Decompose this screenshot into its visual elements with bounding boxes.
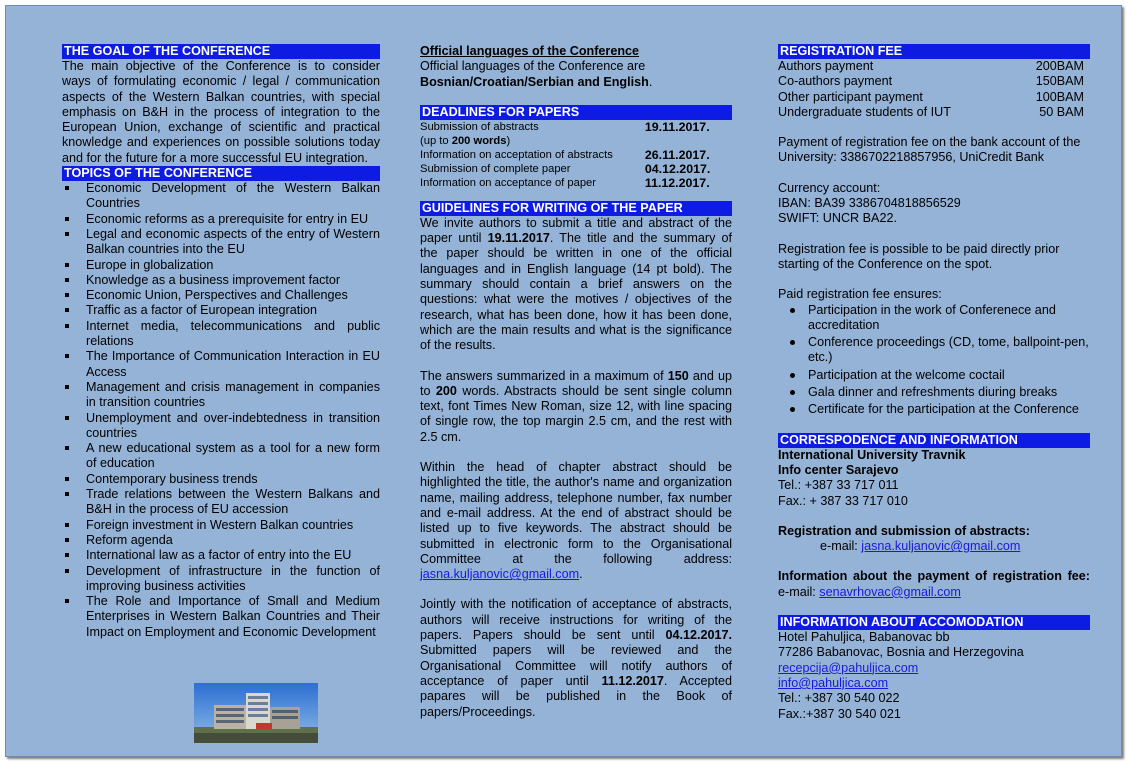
text-span: . The title and the summary of the paper should be written in one of the official languages and in English language (14 pt bold). The summary should contain a brief answers on the questions: what were the motives / objectives of the research, what has been done, how it has been done, which are the main results and what is the significance of the results. xyxy=(420,231,732,353)
deadline-label xyxy=(420,134,639,148)
fee-value: 50 BAM xyxy=(1039,104,1084,119)
hotel-address: 77286 Babanovac, Bosnia and Herzegovina xyxy=(778,645,1024,660)
email-prefix: e-mail: xyxy=(820,539,862,554)
topic-item: A new educational system as a tool for a new form of education xyxy=(62,441,380,472)
date-bold: 04.12.2017. xyxy=(665,628,732,643)
topic-item: Trade relations between the Western Balkans and B&H in the process of EU accession xyxy=(62,487,380,518)
correspondence-fax: Fax.: + 387 33 717 010 xyxy=(778,493,908,508)
fee-table xyxy=(778,59,1084,120)
deadline-label-bold: 200 words xyxy=(451,134,507,147)
email-prefix: e-mail: xyxy=(778,584,820,599)
languages-period: . xyxy=(648,74,653,89)
languages-line1: Official languages of the Conference are xyxy=(420,59,646,74)
text-span: Within the head of chapter abstract should be highlighted the title, the author's name and organization name, mailing address, telephone number, fax number and e-mail address. At the end of abstract should be listed up to five keywords. The abstract should be submitted in electronic form to the Organisational Committee at the following address: xyxy=(420,460,732,566)
column-left xyxy=(62,44,380,640)
deadline-label: Submission of complete paper xyxy=(420,162,571,175)
university-name xyxy=(778,448,1090,463)
abstract-email-link[interactable]: jasna.kuljanovic@gmail.com xyxy=(420,567,580,582)
text-span: We invite authors to submit a title and abstract of the paper until xyxy=(420,215,732,246)
topic-item: The Importance of Communication Interaction in EU Access xyxy=(62,349,380,380)
topic-item: Reform agenda xyxy=(62,533,380,548)
registration-title-text: Registration and submission of abstracts: xyxy=(778,523,1030,538)
fee-row xyxy=(778,90,1084,105)
university-name-text: International University Travnik xyxy=(778,447,966,462)
swift-text: SWIFT: UNCR BA22. xyxy=(778,211,897,226)
text-span: . xyxy=(579,567,583,582)
currency-account-title: Currency account: xyxy=(778,180,881,195)
text-span: The answers summarized in a maximum of xyxy=(420,368,668,383)
date-bold: 19.11.2017 xyxy=(487,231,550,246)
text-span: Jointly with the notification of acceptance of abstracts, authors will receive instructions for writing of the papers. Papers should be sent until xyxy=(420,597,732,643)
info-center xyxy=(778,463,1090,478)
fee-value: 100BAM xyxy=(1035,89,1084,104)
goal-heading: THE GOAL OF THE CONFERENCE xyxy=(62,44,380,59)
payment-email-link[interactable]: senavrhovac@gmail.com xyxy=(819,584,961,599)
fee-heading: REGISTRATION FEE xyxy=(778,44,1090,59)
guidelines-paragraph-4 xyxy=(420,597,732,719)
deadline-label: Submission of abstracts xyxy=(420,120,539,133)
correspondence-tel: Tel.: +387 33 717 011 xyxy=(778,478,899,493)
languages-title: Official languages of the Conference xyxy=(420,44,640,58)
payment-info-title: Information about the payment of registration fee: xyxy=(778,569,1090,584)
deadlines-heading: DEADLINES FOR PAPERS xyxy=(420,105,732,120)
deadline-row xyxy=(420,134,720,148)
deadline-row xyxy=(420,162,720,176)
deadline-date xyxy=(639,134,720,148)
onsite-payment-text: Registration fee is possible to be paid directly prior starting of the Conference on the spot. xyxy=(778,241,1060,271)
topic-item: Economic Development of the Western Balkan Countries xyxy=(62,181,380,212)
bank-account-text: Payment of registration fee on the bank account of the University: 3386702218857956, UniCredit Bank xyxy=(778,135,1081,165)
university-building-photo xyxy=(194,683,318,743)
deadline-date: 19.11.2017. xyxy=(644,119,710,134)
ensures-item: Certificate for the participation at the Conference xyxy=(778,402,1090,417)
brochure-page xyxy=(5,5,1122,757)
hotel-email-link-info[interactable]: info@pahuljica.com xyxy=(778,675,889,690)
hotel-fax: Fax.:+387 30 540 021 xyxy=(778,706,901,721)
text-span: . Accepted papares will be published in the Book of papers/Proceedings. xyxy=(420,673,732,719)
payment-info xyxy=(778,569,1090,600)
ensures-item: Participation in the work of Conferenece and accreditation xyxy=(778,303,1090,334)
number-bold: 200 xyxy=(435,383,457,398)
hotel-email-link-reception[interactable]: recepcija@pahuljica.com xyxy=(778,660,919,675)
topic-item: Europe in globalization xyxy=(62,258,380,273)
topic-item: The Role and Importance of Small and Medium Enterprises in Western Balkan Countries and Their Impact on Employment and Economic Development xyxy=(62,594,380,640)
registration-title xyxy=(778,524,1090,539)
topics-list xyxy=(62,181,380,640)
topic-item: Development of infrastructure in the function of improving business activities xyxy=(62,564,380,595)
topic-item: Foreign investment in Western Balkan countries xyxy=(62,518,380,533)
ensures-list xyxy=(778,303,1090,418)
fee-row xyxy=(778,59,1084,74)
registration-email-link[interactable]: jasna.kuljanovic@gmail.com xyxy=(861,539,1021,554)
fee-row xyxy=(778,74,1084,89)
fee-label: Co-authors payment xyxy=(778,74,893,89)
deadline-date: 04.12.2017. xyxy=(644,161,711,176)
column-right xyxy=(778,44,1090,722)
accommodation-heading: INFORMATION ABOUT ACCOMODATION xyxy=(778,615,1090,630)
topic-item: Knowledge as a business improvement factor xyxy=(62,273,380,288)
fee-value: 150BAM xyxy=(1035,74,1084,89)
topic-item: International law as a factor of entry into the EU xyxy=(62,548,380,563)
topic-item: Economic reforms as a prerequisite for entry in EU xyxy=(62,212,380,227)
fee-label: Other participant payment xyxy=(778,89,923,104)
number-bold: 150 xyxy=(667,368,689,383)
hotel-email-1-line xyxy=(778,661,1090,676)
text-span: words. Abstracts should be sent single column text, font Times New Roman, size 12, with line spacing of single row, the top margin 2.5 cm, and the rest with 2.5 cm. xyxy=(420,383,732,444)
topic-item: Traffic as a factor of European integration xyxy=(62,303,380,318)
topics-heading: TOPICS OF THE CONFERENCE xyxy=(62,166,380,181)
ensures-item: Conference proceedings (CD, tome, ballpoint-pen, etc.) xyxy=(778,335,1090,366)
fee-value: 200BAM xyxy=(1035,59,1084,73)
registration-email-line xyxy=(778,539,1090,554)
topic-item: Internet media, telecommunications and public relations xyxy=(62,319,380,350)
topic-item: Unemployment and over-indebtedness in transition countries xyxy=(62,411,380,442)
text-span: Submitted papers will be reviewed and the Organisational Committee will notify authors of acceptance of paper until xyxy=(420,643,732,688)
deadline-label-pre: (up to xyxy=(420,134,452,147)
guidelines-paragraph-1 xyxy=(420,216,732,354)
deadline-row xyxy=(420,120,720,134)
deadline-label: Information on acceptance of paper xyxy=(420,176,597,189)
ensures-title: Paid registration fee ensures: xyxy=(778,287,942,302)
hotel-name: Hotel Pahuljica, Babanovac bb xyxy=(778,630,950,645)
hotel-tel: Tel.: +387 30 540 022 xyxy=(778,691,900,706)
deadline-date: 26.11.2017. xyxy=(644,147,710,162)
goal-text: The main objective of the Conference is to consider ways of formulating economic / legal / communication aspects of the Western Balkan countries, with special emphasis on B&H in the process of integration to the European Union, exchange of scientific and practical knowledge and experiences on possible solutions today and for the future for a more successful EU integration. xyxy=(62,59,380,165)
topic-item: Economic Union, Perspectives and Challenges xyxy=(62,288,380,303)
deadline-row xyxy=(420,148,720,162)
text-span: and up to xyxy=(420,368,732,398)
info-center-text: Info center Sarajevo xyxy=(778,462,899,477)
column-middle xyxy=(420,44,732,720)
iban-text: IBAN: BA39 3386704818856529 xyxy=(778,196,961,211)
guidelines-paragraph-2 xyxy=(420,369,732,445)
languages-list: Bosnian/Croatian/Serbian and English xyxy=(420,74,649,89)
topic-item: Legal and economic aspects of the entry of Western Balkan countries into the EU xyxy=(62,227,380,258)
fee-label: Authors payment xyxy=(778,59,874,73)
deadlines-table xyxy=(420,120,720,190)
topic-item: Management and crisis management in companies in transition countries xyxy=(62,380,380,411)
hotel-email-2-line xyxy=(778,676,1090,691)
languages-line2 xyxy=(420,75,732,90)
date-bold: 11.12.2017 xyxy=(601,673,664,688)
ensures-item: Participation at the welcome coctail xyxy=(778,368,1090,383)
guidelines-paragraph-3 xyxy=(420,460,732,582)
fee-row xyxy=(778,105,1084,120)
guidelines-heading: GUIDELINES FOR WRITING OF THE PAPER xyxy=(420,201,732,216)
topic-item: Contemporary business trends xyxy=(62,472,380,487)
correspondence-heading: CORRESPODENCE AND INFORMATION xyxy=(778,433,1090,448)
deadline-row xyxy=(420,176,720,190)
deadline-label-post: ) xyxy=(506,134,511,147)
deadline-date: 11.12.2017. xyxy=(644,175,710,190)
fee-label: Undergraduate students of IUT xyxy=(778,104,951,119)
deadline-label: Information on acceptation of abstracts xyxy=(420,148,613,161)
ensures-item: Gala dinner and refreshments diuring breaks xyxy=(778,385,1090,400)
